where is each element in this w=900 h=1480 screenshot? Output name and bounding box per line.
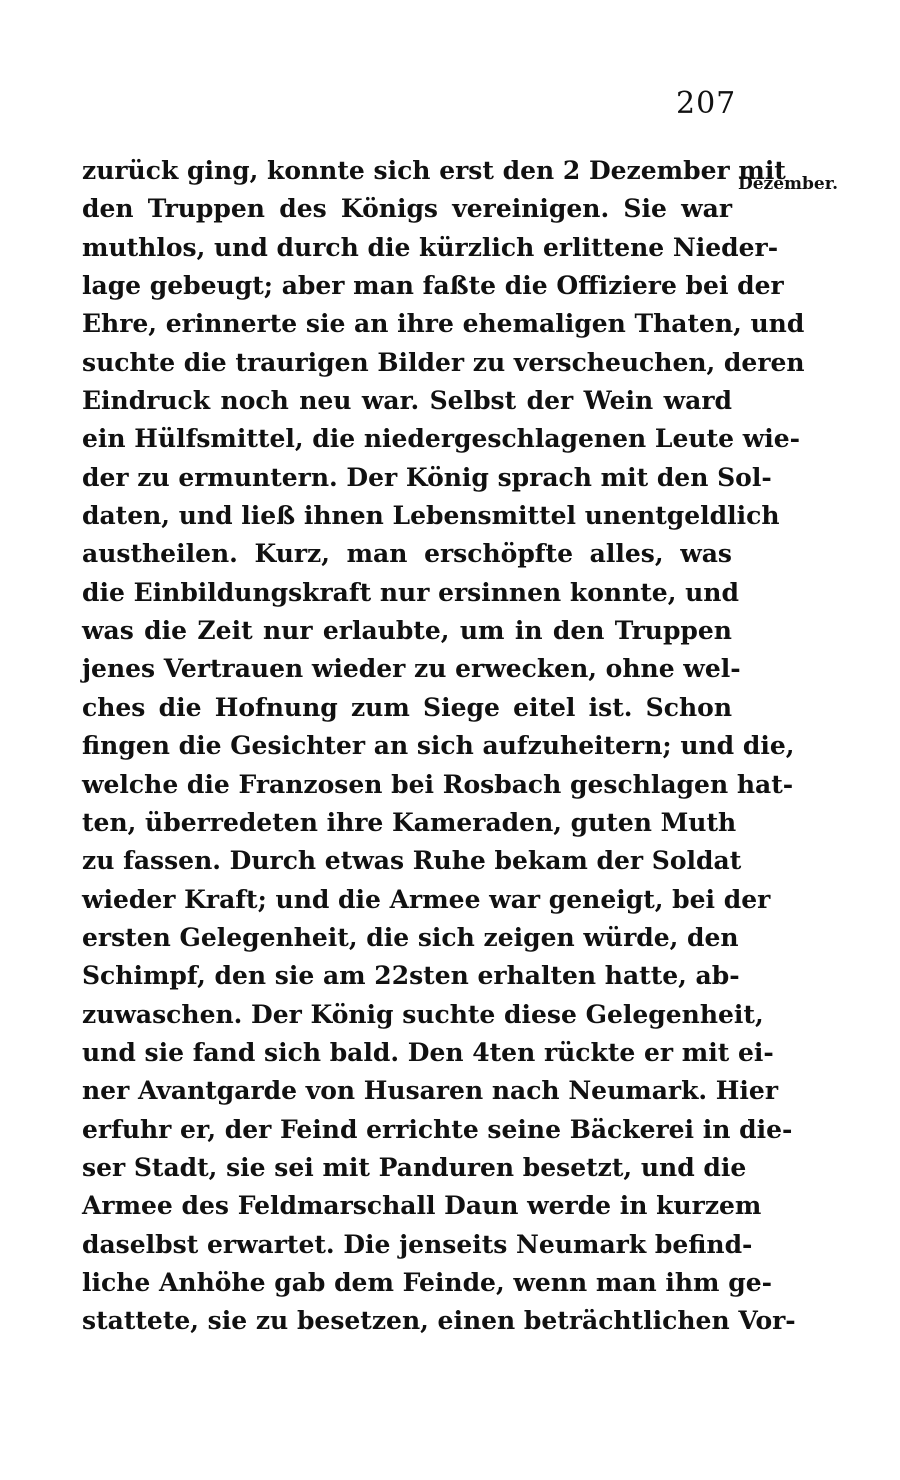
margin-note: Dezember. [738, 174, 839, 194]
text-line: ersten Gelegenheit, die sich zeigen würde, den [82, 922, 739, 952]
text-line: ner Avantgarde von Husaren nach Neumark. Hier [82, 1076, 778, 1106]
text-line: jenes Vertrauen wieder zu erwecken, ohne wel- [82, 654, 741, 684]
text-line: Armee des Feldmarschall Daun werde in kurzem [82, 1191, 762, 1221]
text-line: zurück ging, konnte sich erst den 2 Dezember mit [82, 156, 786, 185]
text-line: Eindruck noch neu war. Selbst der Wein ward [82, 386, 732, 416]
text-line: daten, und ließ ihnen Lebensmittel unentgeldlich [82, 501, 780, 531]
text-line: lage gebeugt; aber man faßte die Offiziere bei der [82, 271, 784, 301]
text-line: liche Anhöhe gab dem Feinde, wenn man ihm ge- [82, 1267, 772, 1297]
text-line: die Einbildungskraft nur ersinnen konnte, und [82, 577, 739, 607]
text-line: zuwaschen. Der König suchte diese Gelegenheit, [82, 999, 764, 1029]
text-line: wieder Kraft; und die Armee war geneigt, bei der [82, 884, 771, 914]
text-line: und sie fand sich bald. Den 4ten rückte er mit ei- [82, 1037, 774, 1067]
text-line: muthlos, und durch die kürzlich erlittene Nieder- [82, 232, 779, 262]
text-line: ser Stadt, sie sei mit Panduren besetzt, und die [82, 1152, 747, 1182]
text-line: ten, überredeten ihre Kameraden, guten Muth [82, 807, 737, 837]
page-number: 207 [676, 86, 737, 121]
text-line: Schimpf, den sie am 22sten erhalten hatte, ab- [82, 961, 740, 991]
text-line: welche die Franzosen bei Rosbach geschlagen hat- [82, 769, 794, 799]
text-line: austheilen. Kurz, man erschöpfte alles, was [82, 539, 732, 569]
text-line: der zu ermuntern. Der König sprach mit den Sol- [82, 462, 772, 492]
text-line: was die Zeit nur erlaubte, um in den Truppen [82, 616, 732, 646]
text-line: fingen die Gesichter an sich aufzuheitern; und die, [82, 731, 795, 761]
text-line: suchte die traurigen Bilder zu verscheuchen, deren [82, 347, 805, 377]
text-line: ein Hülfsmittel, die niedergeschlagenen Leute wie- [82, 424, 801, 454]
text-line: erfuhr er, der Feind errichte seine Bäckerei in die- [82, 1114, 793, 1144]
text-line: stattete, sie zu besetzen, einen beträchtlichen Vor- [82, 1306, 796, 1336]
text-line: Ehre, erinnerte sie an ihre ehemaligen Thaten, und [82, 309, 805, 339]
text-line: zu fassen. Durch etwas Ruhe bekam der Soldat [82, 846, 742, 876]
text-line: den Truppen des Königs vereinigen. Sie war [82, 194, 732, 224]
text-block [82, 152, 805, 1341]
text-line: ches die Hofnung zum Siege eitel ist. Schon [82, 692, 732, 722]
text-line: daselbst erwartet. Die jenseits Neumark befind- [82, 1229, 753, 1259]
